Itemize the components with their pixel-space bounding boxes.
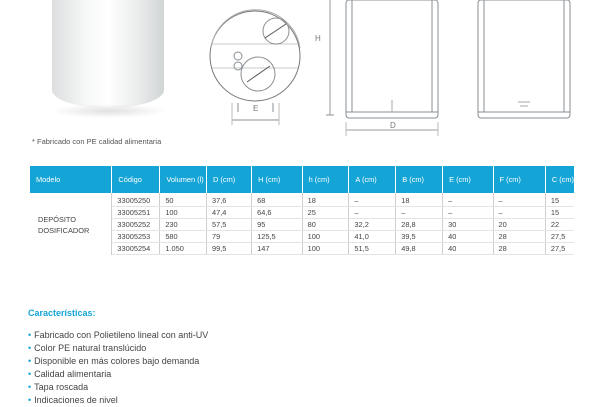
side-view-drawing-2 [478,0,570,118]
feature-text: Indicaciones de nivel [34,395,118,405]
bullet-icon: • [28,369,32,379]
cell-codigo: 33005250 [112,193,160,207]
side-view-drawing [326,0,528,136]
cell-a: – [349,193,396,207]
header-d: D (cm) [207,166,252,193]
cell-e: – [443,207,493,219]
cell-h-upper: 147 [252,243,302,255]
cell-h-lower: 25 [302,207,349,219]
bullet-icon: • [28,330,32,340]
model-label-line2: DOSIFICADOR [38,225,90,235]
header-e: E (cm) [443,166,493,193]
dimension-e-label: E [253,104,259,113]
header-f: F (cm) [493,166,545,193]
cell-volumen: 1.050 [160,243,207,255]
dimension-h-label: H [315,34,321,43]
cell-f: 28 [493,231,545,243]
cell-volumen: 50 [160,193,207,207]
cell-a: 41,0 [349,231,396,243]
header-b: B (cm) [396,166,443,193]
header-volumen: Volumen (l) [160,166,207,193]
cell-d: 47,4 [207,207,252,219]
header-h-lower: h (cm) [302,166,349,193]
header-codigo: Código [112,166,160,193]
feature-text: Tapa roscada [34,382,89,392]
features-title: Características: [28,308,96,318]
list-item [28,381,208,394]
cell-c: 27,5 [545,231,574,243]
cell-b: 28,8 [396,219,443,231]
cell-b: 39,5 [396,231,443,243]
cell-b: 49,8 [396,243,443,255]
header-h-upper: H (cm) [252,166,302,193]
technical-drawings [0,0,604,150]
cell-h-lower: 80 [302,219,349,231]
header-c: C (cm) [545,166,574,193]
header-modelo: Modelo [30,166,112,193]
list-item [28,394,208,407]
list-item [28,329,208,342]
features-list [28,329,208,407]
model-cell [30,193,112,255]
cell-f: 20 [493,219,545,231]
cell-volumen: 100 [160,207,207,219]
specifications-table-container [30,166,574,255]
table-row [30,243,574,255]
cell-h-upper: 125,5 [252,231,302,243]
list-item [28,355,208,368]
cell-c: 15 [545,193,574,207]
cell-f: – [493,207,545,219]
cell-volumen: 230 [160,219,207,231]
cell-c: 22 [545,219,574,231]
cell-f: 28 [493,243,545,255]
cell-a: 51,5 [349,243,396,255]
cell-h-lower: 100 [302,243,349,255]
cell-d: 79 [207,231,252,243]
bullet-icon: • [28,343,32,353]
list-item [28,368,208,381]
cell-d: 99,5 [207,243,252,255]
table-header-row [30,166,574,193]
cell-codigo: 33005252 [112,219,160,231]
cell-d: 37,6 [207,193,252,207]
bullet-icon: • [28,382,32,392]
cell-f: – [493,193,545,207]
feature-text: Calidad alimentaria [34,369,112,379]
cell-e: – [443,193,493,207]
bullet-icon: • [28,356,32,366]
cell-c: 15 [545,207,574,219]
cell-a: – [349,207,396,219]
cell-d: 57,5 [207,219,252,231]
product-illustration-area [0,0,604,150]
table-row [30,193,574,207]
cell-h-upper: 64,6 [252,207,302,219]
dimension-d-label: D [390,121,396,130]
cell-a: 32,2 [349,219,396,231]
cell-e: 30 [443,219,493,231]
table-row [30,231,574,243]
specifications-table [30,166,574,255]
material-footnote: * Fabricado con PE calidad alimentaria [32,137,162,146]
cell-b: 18 [396,193,443,207]
cell-h-upper: 95 [252,219,302,231]
cell-codigo: 33005253 [112,231,160,243]
feature-text: Color PE natural translúcido [34,343,147,353]
cell-h-lower: 18 [302,193,349,207]
cell-volumen: 580 [160,231,207,243]
cell-h-upper: 68 [252,193,302,207]
feature-text: Disponible en más colores bajo demanda [34,356,200,366]
cell-c: 27,5 [545,243,574,255]
cell-codigo: 33005251 [112,207,160,219]
list-item [28,342,208,355]
table-row [30,219,574,231]
cell-e: 40 [443,243,493,255]
header-a: A (cm) [349,166,396,193]
model-label-line1: DEPÓSITO [38,214,77,224]
features-section [28,308,208,407]
table-row [30,207,574,219]
cell-codigo: 33005254 [112,243,160,255]
cell-h-lower: 100 [302,231,349,243]
cell-e: 40 [443,231,493,243]
bullet-icon: • [28,395,32,405]
cell-b: – [396,207,443,219]
feature-text: Fabricado con Polietileno lineal con anti-UV [34,330,209,340]
